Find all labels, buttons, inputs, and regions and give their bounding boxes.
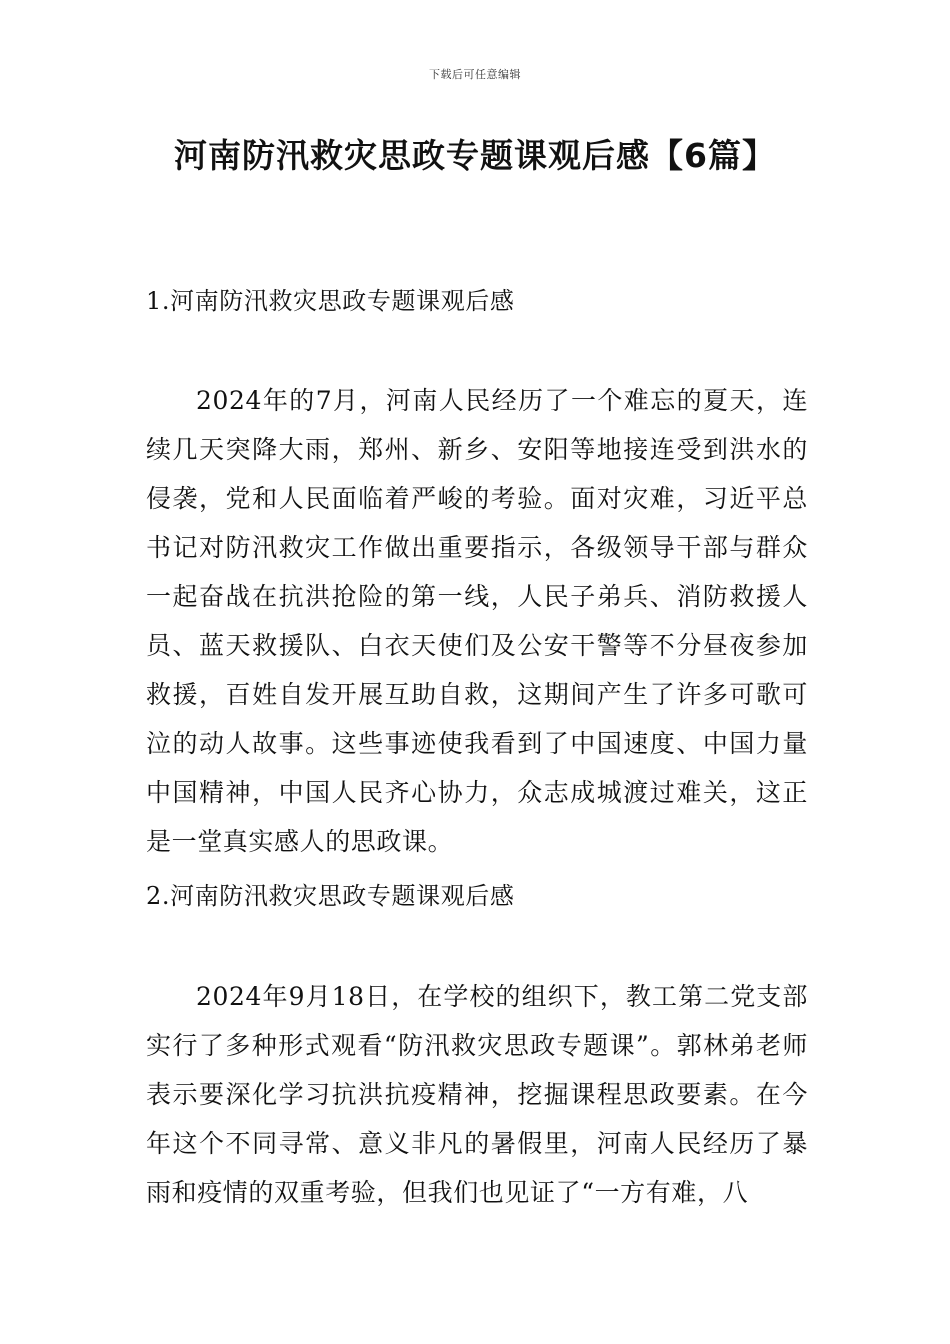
section-1-heading-block: [146, 277, 808, 326]
section-2-heading: 2.河南防汛救灾思政专题课观后感: [146, 882, 515, 910]
section-2-heading-block: [146, 872, 808, 921]
section-1-body: [146, 376, 808, 866]
section-1-heading: 1.河南防汛救灾思政专题课观后感: [146, 287, 515, 315]
header-note: 下载后可任意编辑: [429, 68, 521, 81]
section-2-body: [146, 972, 808, 1217]
section-1-paragraph: 2024年的7月，河南人民经历了一个难忘的夏天，连续几天突降大雨，郑州、新乡、安阳等地接连受到洪水的侵袭，党和人民面临着严峻的考验。面对灾难，习近平总书记对防汛救灾工作做出重要指示，各级领导干部与群众一起奋战在抗洪抢险的第一线，人民子弟兵、消防救援人员、蓝天救援队、白衣天使们及公安干警等不分昼夜参加救援，百姓自发开展互助自救，这期间产生了许多可歌可泣的动人故事。这些事迹使我看到了中国速度、中国力量中国精神，中国人民齐心协力，众志成城渡过难关，这正是一堂真实感人的思政课。: [146, 386, 808, 856]
section-2-paragraph: 2024年9月18日，在学校的组织下，教工第二党支部实行了多种形式观看“防汛救灾思政专题课”。郭林弟老师表示要深化学习抗洪抗疫精神，挖掘课程思政要素。在今年这个不同寻常、意义非凡的暑假里，河南人民经历了暴雨和疫情的双重考验，但我们也见证了“一方有难，八: [146, 982, 808, 1207]
document-title: 河南防汛救灾思政专题课观后感【6篇】: [174, 136, 776, 175]
